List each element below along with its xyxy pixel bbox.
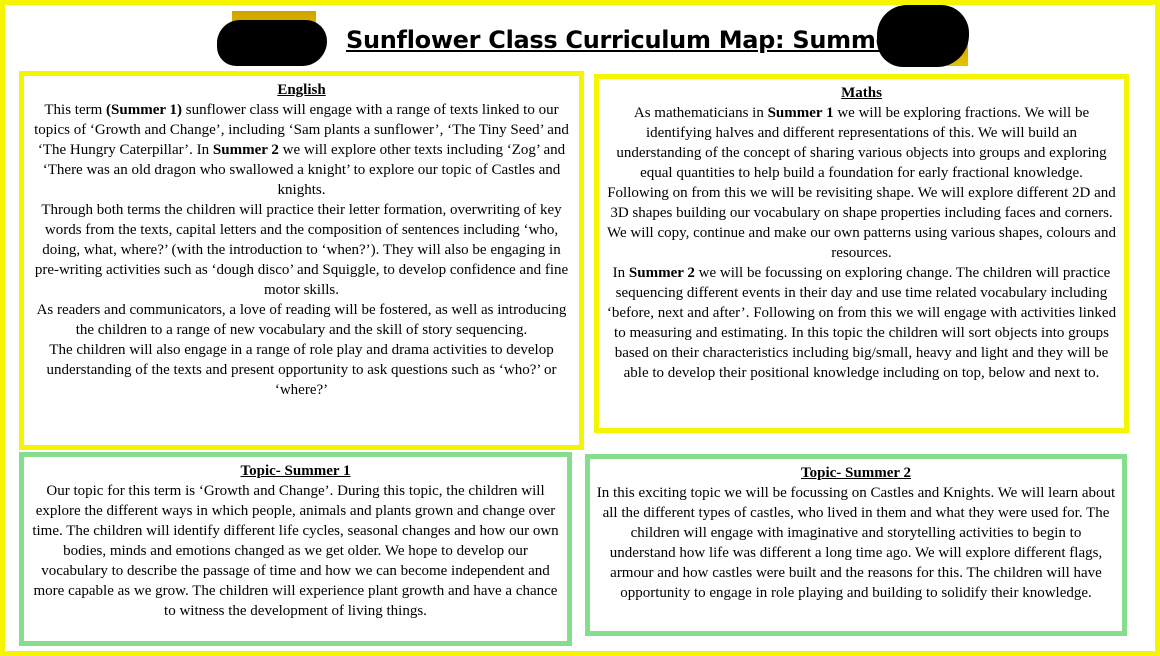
english-paragraph-3: As readers and communicators, a love of reading will be fostered, as well as introducing the children to a range of new vocabulary and the skill of story sequencing. bbox=[36, 302, 567, 338]
english-heading: English bbox=[277, 82, 326, 98]
maths-panel bbox=[594, 74, 1129, 433]
maths-paragraph-2: Following on from this we will be revisiting shape. We will explore different 2D and 3D shapes building our vocabulary on shape properties including faces and corners. We will copy, continue and make our own patterns using various shapes, colours and resources. bbox=[607, 185, 1116, 261]
topic-summer-1-heading: Topic- Summer 1 bbox=[240, 463, 351, 479]
maths-paragraph-3: In Summer 2 we will be focussing on exploring change. The children will practice sequencing different events in their day and use time related vocabulary including ‘before, next and after’. Following on from this we will engage with activities linked to measuring and estimating. In this topic the children will sort objects into groups based on their characteristics including big/small, heavy and light and they will be able to develop their positional knowledge including on top, below and next to. bbox=[606, 265, 1117, 381]
topic-summer-1-panel bbox=[19, 452, 572, 646]
topic-summer-2-panel bbox=[585, 454, 1127, 636]
maths-paragraph-1: As mathematicians in Summer 1 we will be exploring fractions. We will be identifying halves and different representations of this. We will build an understanding of the concept of sharing various objects into groups and exploring equal quantities to help build a foundation for early fractional knowledge. bbox=[616, 105, 1107, 181]
english-paragraph-2: Through both terms the children will practice their letter formation, overwriting of key words from the texts, capital letters and the composition of sentences including ‘who, doing, what, where?’ (with the introduction to ‘when?’). They will also be engaging in pre-writing activities such as ‘dough disco’ and Squiggle, to develop confidence and fine motor skills. bbox=[34, 202, 569, 298]
english-paragraph-4: The children will also engage in a range of role play and drama activities to develop understanding of the texts and present opportunity to ask questions such as ‘who?’ or ‘where?’ bbox=[46, 342, 557, 398]
maths-heading: Maths bbox=[841, 85, 882, 101]
topic-summer-1-paragraph: Our topic for this term is ‘Growth and Change’. During this topic, the children will explore the different ways in which people, animals and plants grown and change over time. The children will identify different life cycles, seasonal changes and how our own bodies, minds and emotions changed as we get older. We hope to develop our vocabulary to describe the passage of time and how we can become independent and more capable as we grow. The children will experience plant growth and have a chance to witness the development of living things. bbox=[32, 483, 559, 619]
english-panel bbox=[19, 71, 584, 450]
redaction-blob-left bbox=[217, 20, 327, 66]
page-title: Sunflower Class Curriculum Map: Summer bbox=[346, 26, 904, 54]
english-paragraph-1: This term (Summer 1) sunflower class will engage with a range of texts linked to our topics of ‘Growth and Change’, including ‘Sam plants a sunflower’, ‘The Tiny Seed’ and ‘The Hungry Caterpillar’. In Summer 2 we will explore other texts including ‘Zog’ and ‘There was an old dragon who swallowed a knight’ to explore our topic of Castles and knights. bbox=[34, 102, 569, 198]
topic-summer-2-paragraph: In this exciting topic we will be focussing on Castles and Knights. We will learn about all the different types of castles, who lived in them and what they were used for. The children will engage with imaginative and storytelling activities to begin to understand how life was different a long time ago. We will explore different flags, armour and how castles were built and the reasons for this. The children will have opportunity to engage in role playing and building to solidify their knowledge. bbox=[596, 485, 1116, 601]
topic-summer-2-heading: Topic- Summer 2 bbox=[800, 465, 911, 481]
